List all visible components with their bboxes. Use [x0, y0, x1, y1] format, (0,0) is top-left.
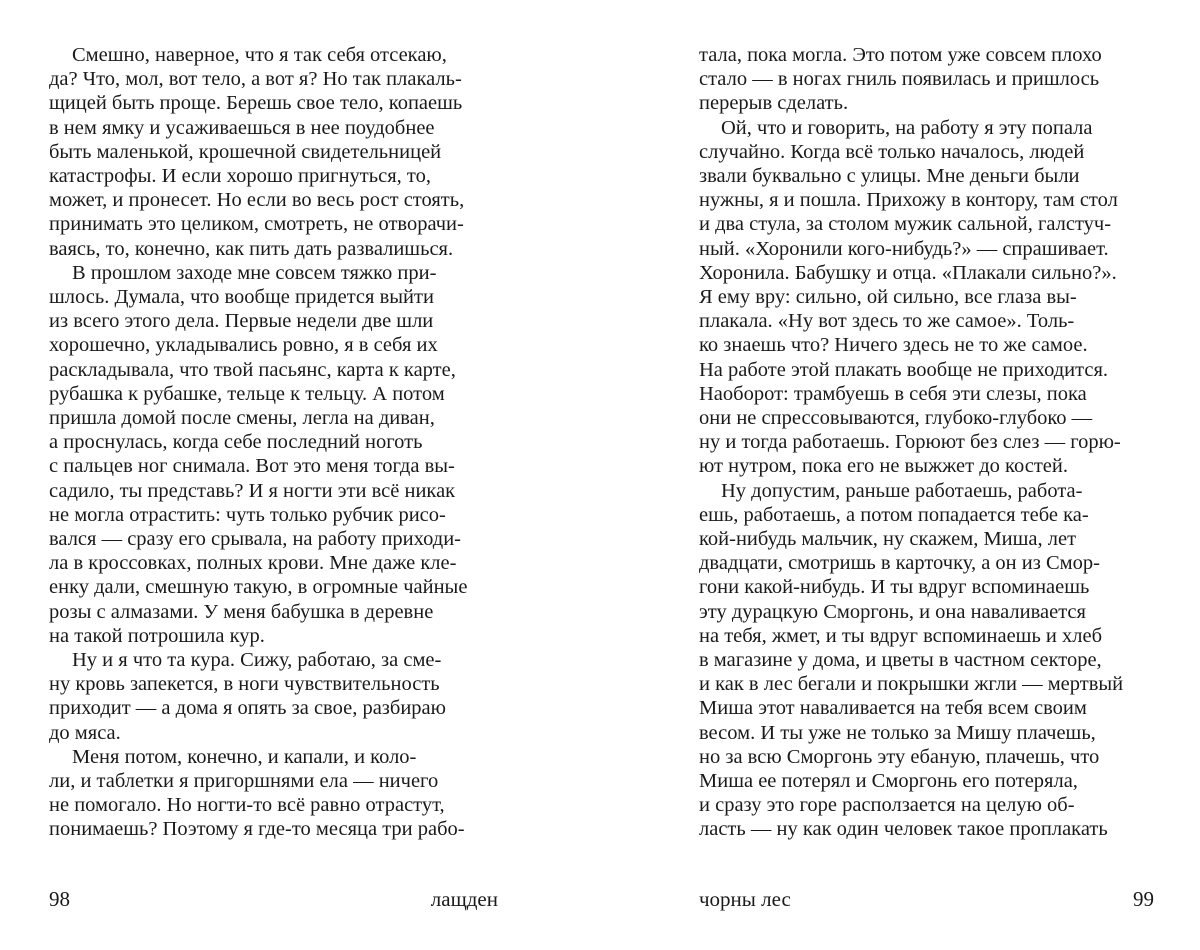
text-line: ну кровь запекется, в ноги чувствительность: [49, 673, 440, 696]
text-line: садило, ты представь? И я ногти эти всё никак: [49, 479, 456, 502]
text-line: розы с алмазами. У меня бабушка в деревне: [49, 600, 434, 623]
text-line: ваясь, то, конечно, как пить дать развалишься.: [49, 237, 454, 260]
text-line: рубашка к рубашке, тельце к тельцу. А потом: [49, 382, 445, 405]
text-line: принимать это целиком, смотреть, не отворачи-: [49, 213, 464, 236]
page-number-left: 98: [49, 887, 70, 911]
text-line: Я ему вру: сильно, ой сильно, все глаза вы-: [699, 286, 1077, 308]
text-line: ласть — ну как один человек такое проплакать: [699, 818, 1108, 841]
text-line: ют нутром, пока его не выжжет до костей.: [699, 455, 1068, 478]
text-line: енку дали, смешную такую, в огромные чайные: [49, 576, 468, 599]
text-line: катастрофы. И если хорошо пригнуться, то,: [49, 165, 431, 187]
text-line: не помогало. Но ногти-то всё равно отрастут,: [49, 794, 445, 817]
text-line: в нем ямку и усаживаешься в нее поудобнее: [49, 116, 435, 139]
text-line: стало — в ногах гниль появилась и пришлось: [699, 68, 1100, 91]
text-line: В прошлом заходе мне совсем тяжко при-: [72, 261, 437, 284]
text-line: На работе этой плакать вообще не приходится.: [699, 358, 1109, 381]
text-line: на тебя, жмет, и ты вдруг вспоминаешь и хлеб: [699, 624, 1103, 647]
text-line: перерыв сделать.: [699, 92, 849, 115]
text-line: Меня потом, конечно, и капали, и коло-: [72, 745, 417, 768]
text-line: Ну допустим, раньше работаешь, работа-: [721, 479, 1083, 502]
text-line: ко знаешь что? Ничего здесь не то же самое.: [699, 334, 1088, 357]
text-line: Смешно, наверное, что я так себя отсекаю,: [72, 44, 447, 66]
text-line: кой-нибудь мальчик, ну скажем, Миша, лет: [699, 528, 1077, 550]
text-line: Миша ее потерял и Сморгонь его потеряла,: [699, 770, 1078, 792]
text-line: но за всю Сморгонь эту ебаную, плачешь, что: [699, 745, 1100, 768]
text-line: ла в кроссовках, полных крови. Мне даже кле-: [49, 552, 457, 575]
text-line: не могла отрастить: чуть только рубчик рисо-: [49, 503, 446, 526]
text-line: и сразу это горе расползается на целую об-: [699, 794, 1075, 817]
text-line: они не спрессовываются, глубоко-глубоко —: [699, 407, 1093, 429]
text-line: двадцати, смотришь в карточку, а он из Смор-: [699, 552, 1100, 575]
text-line: случайно. Когда всё только началось, людей: [699, 140, 1085, 163]
text-line: да? Что, мол, вот тело, а вот я? Но так плакаль-: [49, 68, 462, 91]
text-line: Хоронила. Бабушку и отца. «Плакали сильно?».: [699, 261, 1117, 284]
text-line: с пальцев ног снимала. Вот это меня тогда вы-: [49, 455, 455, 478]
page-number-right: 99: [1133, 887, 1154, 911]
text-line: может, и пронесет. Но если во весь рост стоять,: [49, 189, 465, 212]
text-line: Ой, что и говорить, на работу я эту попала: [721, 116, 1093, 139]
text-line: приходит — а дома я опять за свое, разбираю: [49, 697, 446, 720]
text-line: вался — сразу его срывала, на работу приходи-: [49, 528, 462, 550]
text-line: и два стула, за столом мужик сальной, галстуч-: [699, 213, 1112, 236]
text-line: на такой потрошила кур.: [49, 624, 265, 647]
running-head-left: лащден: [430, 887, 498, 911]
text-line: плакала. «Ну вот здесь то же самое». Толь-: [699, 310, 1075, 333]
text-line: нужны, я и пошла. Прихожу в контору, там стол: [699, 189, 1118, 212]
text-line: пришла домой после смены, легла на диван,: [49, 407, 435, 429]
text-line: ный. «Хоронили кого-нибудь?» — спрашивает.: [699, 237, 1109, 260]
text-line: ешь, работаешь, а потом попадается тебе ка-: [699, 503, 1089, 526]
text-line: в магазине у дома, и цветы в частном секторе,: [699, 649, 1102, 671]
right-page: [600, 0, 1200, 950]
text-line: тала, пока могла. Это потом уже совсем плохо: [699, 44, 1102, 66]
text-line: из всего этого дела. Первые недели две шли: [49, 310, 434, 333]
text-line: понимаешь? Поэтому я где-то месяца три рабо-: [49, 818, 465, 841]
text-line: а проснулась, когда себе последний ноготь: [49, 431, 423, 454]
text-line: эту дурацкую Сморгонь, и она наваливается: [699, 600, 1086, 623]
text-line: гони какой-нибудь. И ты вдруг вспоминаешь: [699, 576, 1090, 599]
text-line: шлось. Думала, что вообще придется выйти: [49, 286, 434, 308]
text-line: щицей быть проще. Берешь свое тело, копаешь: [49, 92, 463, 115]
text-line: раскладывала, что твой пасьянс, карта к карте,: [49, 358, 456, 381]
text-line: до мяса.: [49, 721, 121, 744]
text-line: хорошечно, укладывались ровно, я в себя их: [49, 334, 438, 357]
text-line: весом. И ты уже не только за Мишу плачешь,: [699, 721, 1096, 744]
text-line: и как в лес бегали и покрышки жгли — мертвый: [699, 673, 1124, 696]
running-head-right: чорны лес: [699, 887, 791, 911]
text-line: Ну и я что та кура. Сижу, работаю, за сме-: [72, 649, 442, 671]
text-line: Миша этот наваливается на тебя всем своим: [699, 697, 1087, 720]
text-line: звали буквально с улицы. Мне деньги были: [699, 165, 1080, 187]
text-line: ли, и таблетки я пригоршнями ела — ничего: [49, 770, 439, 792]
text-line: Наоборот: трамбуешь в себя эти слезы, пока: [699, 382, 1087, 405]
text-line: ну и тогда работаешь. Горюют без слез — горю-: [699, 431, 1121, 454]
text-line: быть маленькой, крошечной свидетельницей: [49, 140, 442, 163]
